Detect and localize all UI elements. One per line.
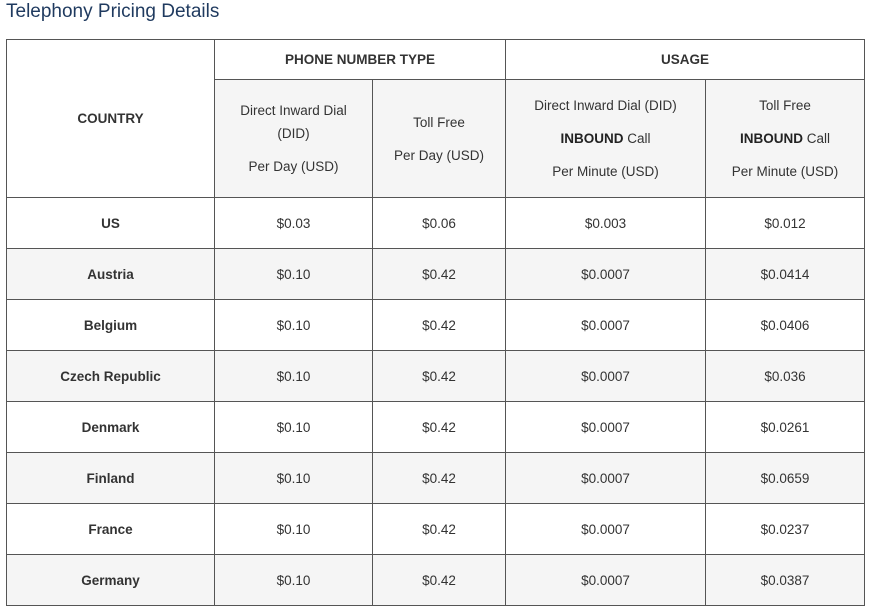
did-inbound-per-minute-cell: $0.0007 [506,555,706,606]
did-inbound-per-minute-cell: $0.003 [506,198,706,249]
tollfree-per-day-cell: $0.42 [373,402,506,453]
country-cell: Germany [7,555,215,606]
country-cell: Finland [7,453,215,504]
tollfree-per-day-header [373,80,506,198]
did-per-day-cell: $0.10 [215,555,373,606]
usage-did-header-line3: Per Minute (USD) [552,164,659,179]
usage-did-inbound-label: INBOUND [560,131,624,146]
table-row [7,198,865,249]
did-per-day-header [215,80,373,198]
tollfree-header-line2: Per Day (USD) [393,147,484,163]
tollfree-per-day-cell: $0.42 [373,555,506,606]
tollfree-per-day-cell: $0.06 [373,198,506,249]
usage-tollfree-header-line2 [712,122,858,155]
did-inbound-per-minute-cell: $0.0007 [506,249,706,300]
table-row [7,453,865,504]
did-per-day-cell: $0.10 [215,351,373,402]
tollfree-inbound-per-minute-cell: $0.0414 [706,249,865,300]
did-per-day-cell: $0.03 [215,198,373,249]
did-per-day-cell: $0.10 [215,402,373,453]
country-cell: Denmark [7,402,215,453]
phone-number-type-header: PHONE NUMBER TYPE [215,40,506,80]
did-header-line3: Per Day (USD) [248,159,339,174]
did-inbound-per-minute-cell: $0.0007 [506,504,706,555]
tollfree-per-day-cell: $0.42 [373,249,506,300]
country-cell: Czech Republic [7,351,215,402]
did-inbound-per-minute-header [506,80,706,198]
tollfree-inbound-per-minute-header [706,80,865,198]
did-header-line2: (DID) [277,126,310,141]
pricing-table [6,39,865,606]
usage-tollfree-header-line1: Toll Free [759,98,811,113]
tollfree-inbound-per-minute-cell: $0.0387 [706,555,865,606]
usage-did-header-line1: Direct Inward Dial (DID) [534,98,677,113]
tollfree-inbound-per-minute-cell: $0.036 [706,351,865,402]
table-row [7,300,865,351]
usage-did-header-line2 [512,122,699,155]
did-inbound-per-minute-cell: $0.0007 [506,453,706,504]
table-row [7,555,865,606]
table-row [7,351,865,402]
page-title: Telephony Pricing Details [6,1,220,22]
tollfree-header-line1: Toll Free [413,114,465,130]
tollfree-inbound-per-minute-cell: $0.0237 [706,504,865,555]
did-inbound-per-minute-cell: $0.0007 [506,351,706,402]
did-per-day-cell: $0.10 [215,300,373,351]
tollfree-inbound-per-minute-cell: $0.0406 [706,300,865,351]
tollfree-inbound-per-minute-cell: $0.0659 [706,453,865,504]
did-inbound-per-minute-cell: $0.0007 [506,300,706,351]
usage-header: USAGE [506,40,865,80]
tollfree-per-day-cell: $0.42 [373,453,506,504]
usage-tollfree-header-line3: Per Minute (USD) [731,164,839,179]
table-row [7,402,865,453]
did-inbound-per-minute-cell: $0.0007 [506,402,706,453]
tollfree-inbound-per-minute-cell: $0.012 [706,198,865,249]
table-row [7,504,865,555]
usage-did-call-label: Call [623,131,651,146]
did-per-day-cell: $0.10 [215,504,373,555]
tollfree-inbound-per-minute-cell: $0.0261 [706,402,865,453]
country-cell: Belgium [7,300,215,351]
tollfree-per-day-cell: $0.42 [373,504,506,555]
usage-tollfree-call-label: Call [803,131,831,146]
table-row [7,249,865,300]
did-per-day-cell: $0.10 [215,453,373,504]
table-group-header-row [7,40,865,80]
country-cell: US [7,198,215,249]
tollfree-per-day-cell: $0.42 [373,300,506,351]
did-header-line1: Direct Inward Dial [240,103,347,118]
country-cell: France [7,504,215,555]
country-column-header: COUNTRY [7,40,215,198]
country-cell: Austria [7,249,215,300]
usage-tollfree-inbound-label: INBOUND [740,131,803,146]
tollfree-per-day-cell: $0.42 [373,351,506,402]
did-per-day-cell: $0.10 [215,249,373,300]
